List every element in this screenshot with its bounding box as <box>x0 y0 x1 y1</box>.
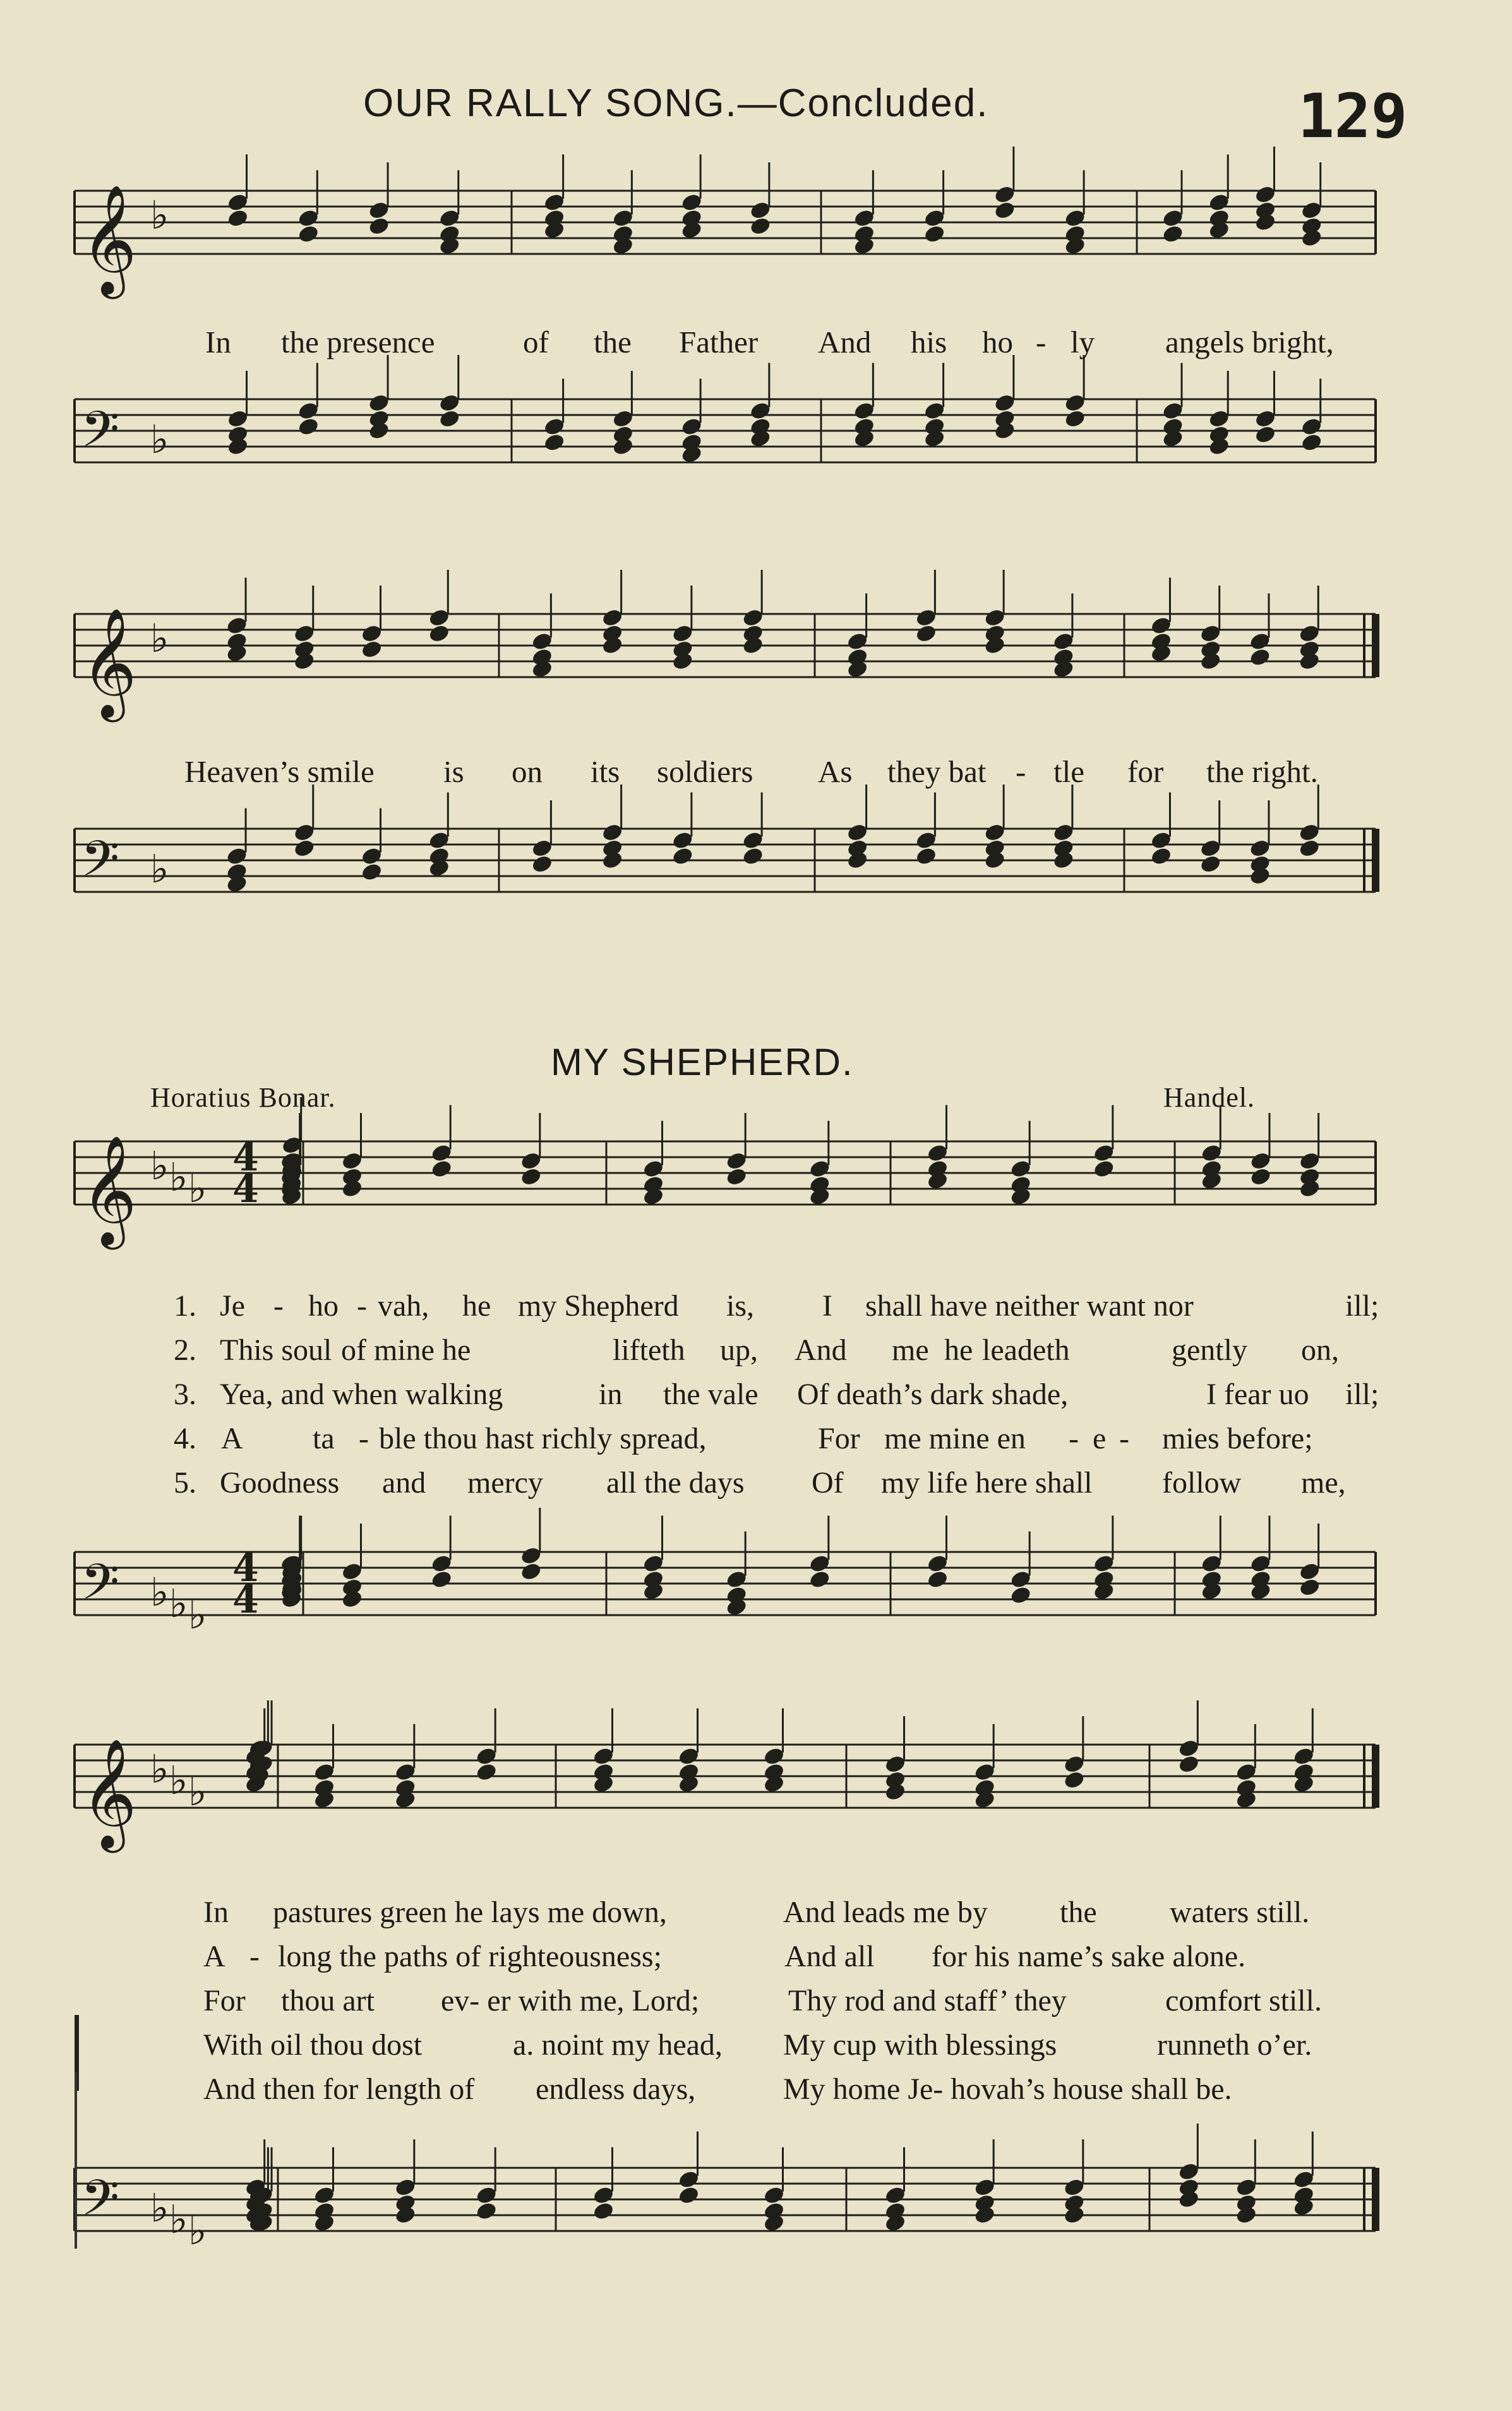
flat-icon: ♭ <box>188 2208 207 2254</box>
lyric-syllable: for <box>1127 754 1164 789</box>
note-head <box>725 1167 748 1187</box>
lyric-syllable: tle <box>1053 754 1084 789</box>
time-signature: 4 <box>232 1578 259 1622</box>
lyric-segment: waters still. <box>1170 1896 1310 1929</box>
lyric-syllable: As <box>818 754 853 789</box>
flat-icon: ♭ <box>150 192 169 238</box>
lyric-segment: And all <box>784 1940 875 1973</box>
lyric-segment: ill; <box>1345 1289 1379 1323</box>
note-head <box>368 216 390 237</box>
lyric-syllable: on <box>512 754 543 789</box>
lyric-segment: A <box>221 1422 243 1455</box>
lyric-segment: and <box>382 1466 426 1500</box>
author-credit: Horatius Bonar. <box>150 1082 336 1113</box>
lyric-segment: Of death’s dark shade, <box>797 1378 1069 1411</box>
rally-system2-lyrics <box>0 754 1512 791</box>
note-head <box>531 854 553 875</box>
note-head <box>808 1569 831 1590</box>
verse-number: 3. <box>174 1378 196 1411</box>
stanza-line <box>0 1333 1512 1371</box>
note-head <box>428 623 450 644</box>
note-head <box>1161 224 1184 244</box>
flat-icon: ♭ <box>169 1757 188 1803</box>
lyric-segment: In <box>203 1896 229 1929</box>
lyric-segment: follow <box>1162 1466 1242 1500</box>
lyric-segment: up, <box>720 1333 758 1367</box>
lyric-segment: - <box>357 1289 367 1323</box>
shepherd-system1-bass-staff <box>0 1544 1512 1645</box>
note-head <box>1199 854 1221 875</box>
lyric-syllable: the right. <box>1206 754 1318 789</box>
lyric-segment: leadeth <box>982 1333 1070 1367</box>
shepherd-system1-treble-staff <box>0 1134 1512 1245</box>
lyric-segment: comfort still. <box>1165 1984 1322 2017</box>
lyric-segment: I <box>822 1289 832 1323</box>
lyric-segment: endless days, <box>536 2072 696 2106</box>
lyric-segment: my life here shall <box>881 1466 1093 1500</box>
lyric-segment: ill; <box>1345 1378 1379 1411</box>
lyric-segment: - <box>1069 1422 1079 1455</box>
lyric-segment: And then for length of <box>203 2072 475 2106</box>
rally-system1-lyrics <box>0 324 1512 362</box>
flat-icon: ♭ <box>169 2196 188 2242</box>
margin-bar <box>75 2072 77 2249</box>
note-head <box>430 1569 453 1590</box>
note-head <box>520 1561 543 1582</box>
lyric-syllable: is <box>443 754 464 789</box>
shepherd-system2-bass-staff <box>0 2160 1512 2261</box>
lyric-segment: - <box>249 1940 260 1973</box>
note-head <box>293 838 316 859</box>
lyric-syllable: Father <box>679 325 759 359</box>
stanza-line <box>0 1939 1512 1977</box>
note-head <box>915 623 937 644</box>
note-head <box>1249 1167 1272 1187</box>
lyric-segment: the <box>1060 1896 1097 1929</box>
treble-clef-icon: 𝄞 <box>81 1738 137 1848</box>
stanza-line <box>0 2028 1512 2065</box>
note-head <box>430 1158 453 1179</box>
lyric-segment: me mine en <box>884 1422 1026 1455</box>
lyric-syllable: - <box>1016 754 1026 789</box>
note-head <box>1177 1754 1200 1775</box>
lyric-segment: Goodness <box>220 1466 340 1500</box>
stanza-line <box>0 1465 1512 1503</box>
rally-system1-bass-staff <box>0 392 1512 493</box>
flat-icon: ♭ <box>150 1143 169 1189</box>
page-number: 129 <box>1298 81 1408 152</box>
flat-icon: ♭ <box>150 1569 169 1615</box>
lyric-segment: me <box>892 1333 929 1367</box>
lyric-segment: mies before; <box>1162 1422 1313 1455</box>
lyric-syllable: - <box>1036 325 1047 359</box>
lyric-syllable: its <box>591 754 620 789</box>
lyric-segment: is, <box>726 1289 755 1323</box>
shepherd-stanzas-part2 <box>0 1895 1512 2122</box>
rally-system1-treble-staff <box>0 183 1512 294</box>
lyric-segment: me, <box>1301 1466 1346 1500</box>
lyric-segment: For <box>818 1422 860 1455</box>
lyric-syllable: ho <box>982 325 1013 359</box>
note-head <box>926 1569 949 1590</box>
note-head <box>475 2201 498 2222</box>
rally-system2-treble-staff <box>0 606 1512 718</box>
treble-clef-icon: 𝄞 <box>81 608 137 718</box>
note-head <box>592 2201 615 2222</box>
lyric-segment: lifteth <box>613 1333 685 1367</box>
lyric-segment: mercy <box>467 1466 543 1500</box>
note-head <box>1064 409 1086 430</box>
flat-icon: ♭ <box>150 1746 169 1792</box>
stanza-line <box>0 1895 1512 1933</box>
lyric-segment: This soul <box>220 1333 332 1367</box>
flat-icon: ♭ <box>150 416 169 462</box>
lyric-segment: long the paths of righteousness; <box>278 1940 662 1973</box>
lyric-syllable: soldiers <box>657 754 753 789</box>
note-head <box>915 846 937 867</box>
note-head <box>360 639 383 660</box>
note-head <box>297 416 320 437</box>
shepherd-system2-treble-staff <box>0 1737 1512 1848</box>
lyric-segment: ta <box>313 1422 335 1455</box>
lyric-syllable: Heaven’s smile <box>184 754 375 789</box>
stanza-line <box>0 1377 1512 1415</box>
flat-icon: ♭ <box>150 846 169 892</box>
verse-number: 1. <box>174 1289 196 1323</box>
lyric-segment: For <box>203 1984 246 2017</box>
lyric-segment: gently <box>1172 1333 1247 1367</box>
treble-clef-icon: 𝄞 <box>81 1135 137 1245</box>
lyric-segment: And leads me by <box>783 1896 988 1929</box>
lyric-segment: in <box>599 1378 623 1411</box>
lyric-syllable: angels bright, <box>1165 325 1334 359</box>
lyric-segment: a. noint my head, <box>513 2028 723 2062</box>
verse-number: 4. <box>174 1422 196 1455</box>
lyric-segment: e <box>1093 1422 1107 1455</box>
note-head <box>749 216 772 237</box>
note-head <box>520 1167 543 1187</box>
note-head <box>1009 1585 1032 1606</box>
note-head <box>1298 1577 1321 1598</box>
lyric-segment: - <box>359 1422 369 1455</box>
lyric-segment: shall have neither want nor <box>865 1289 1194 1323</box>
lyric-segment: And <box>795 1333 847 1367</box>
note-head <box>1254 424 1276 445</box>
lyric-syllable: they bat <box>887 754 987 789</box>
note-head <box>226 208 249 229</box>
lyric-segment: he <box>944 1333 973 1367</box>
note-head <box>677 2185 700 2206</box>
lyric-syllable: In <box>205 325 231 359</box>
bass-clef-icon: 𝄢 <box>81 2170 120 2239</box>
note-head <box>1093 1158 1115 1179</box>
lyric-segment: ho <box>308 1289 339 1323</box>
note-head <box>923 224 945 244</box>
lyric-segment: Thy rod and staff’ they <box>788 1984 1067 2017</box>
lyric-segment: My home Je- hovah’s house shall be. <box>783 2072 1232 2106</box>
note-head <box>1149 846 1172 867</box>
lyric-syllable: ly <box>1071 325 1095 359</box>
verse-number: 2. <box>174 1333 196 1367</box>
lyric-segment: all the days <box>606 1466 745 1500</box>
lyric-segment: on, <box>1301 1333 1339 1367</box>
lyric-segment: my Shepherd <box>518 1289 679 1323</box>
lyric-segment: runneth o’er. <box>1157 2028 1312 2062</box>
note-head <box>475 1762 498 1783</box>
note-head <box>1063 1770 1086 1791</box>
note-head <box>1249 647 1271 668</box>
flat-icon: ♭ <box>188 1165 207 1212</box>
lyric-segment: ev- er with me, Lord; <box>441 1984 700 2017</box>
note-head <box>297 224 320 244</box>
lyric-segment: the vale <box>663 1378 759 1411</box>
note-head <box>438 409 461 430</box>
composer-credit: Handel. <box>1163 1082 1256 1113</box>
lyric-segment: Yea, and when walking <box>220 1378 503 1411</box>
note-head <box>993 200 1016 221</box>
lyric-segment: Of <box>812 1466 844 1500</box>
lyric-segment: thou art <box>281 1984 375 2017</box>
lyric-segment: A <box>203 1940 225 1973</box>
verse-number: 5. <box>174 1466 196 1500</box>
note-head <box>1298 838 1321 859</box>
lyric-segment: he <box>462 1289 491 1323</box>
lyric-syllable: his <box>911 325 947 359</box>
note-head <box>1300 432 1323 453</box>
running-title: OUR RALLY SONG.—Concluded. <box>363 81 989 125</box>
lyric-segment: My cup with blessings <box>783 2028 1057 2062</box>
note-head <box>741 846 764 867</box>
lyric-syllable: of <box>523 325 549 359</box>
lyric-segment: pastures green he lays me down, <box>273 1896 667 1929</box>
lyric-segment: I fear uo <box>1206 1378 1309 1411</box>
flat-icon: ♭ <box>188 1592 207 1638</box>
flat-icon: ♭ <box>169 1154 188 1200</box>
lyric-segment: Je <box>220 1289 245 1323</box>
shepherd-stanzas-part1 <box>0 1289 1512 1516</box>
lyric-segment: for his name’s sake alone. <box>932 1940 1246 1973</box>
time-signature: 4 <box>232 1167 259 1212</box>
flat-icon: ♭ <box>150 2185 169 2231</box>
bass-clef-icon: 𝄢 <box>81 401 120 471</box>
time-signature: 4 <box>232 1546 259 1590</box>
lyric-segment: With oil thou dost <box>203 2028 423 2062</box>
stanza-line <box>0 1983 1512 2021</box>
bass-clef-icon: 𝄢 <box>81 1554 120 1623</box>
lyric-syllable: And <box>818 325 872 359</box>
flat-icon: ♭ <box>188 1769 207 1815</box>
lyric-segment: vah, <box>378 1289 429 1323</box>
lyric-syllable: the <box>594 325 632 359</box>
note-head <box>671 846 694 867</box>
bass-clef-icon: 𝄢 <box>81 831 120 900</box>
time-signature: 4 <box>232 1136 259 1180</box>
lyric-syllable: the presence <box>281 325 435 359</box>
rally-system2-bass-staff <box>0 821 1512 922</box>
lyric-segment: of mine he <box>341 1333 471 1367</box>
lyric-segment: - <box>273 1289 284 1323</box>
flat-icon: ♭ <box>150 615 169 661</box>
lyric-segment: ble thou hast richly spread, <box>379 1422 707 1455</box>
flat-icon: ♭ <box>169 1580 188 1626</box>
note-head <box>543 432 565 453</box>
stanza-line <box>0 1289 1512 1326</box>
treble-clef-icon: 𝄞 <box>81 184 137 294</box>
stanza-line <box>0 2072 1512 2110</box>
note-head <box>360 862 383 882</box>
stanza-line <box>0 1421 1512 1459</box>
lyric-segment: - <box>1119 1422 1129 1455</box>
hymn-title: MY SHEPHERD. <box>551 1041 854 1083</box>
